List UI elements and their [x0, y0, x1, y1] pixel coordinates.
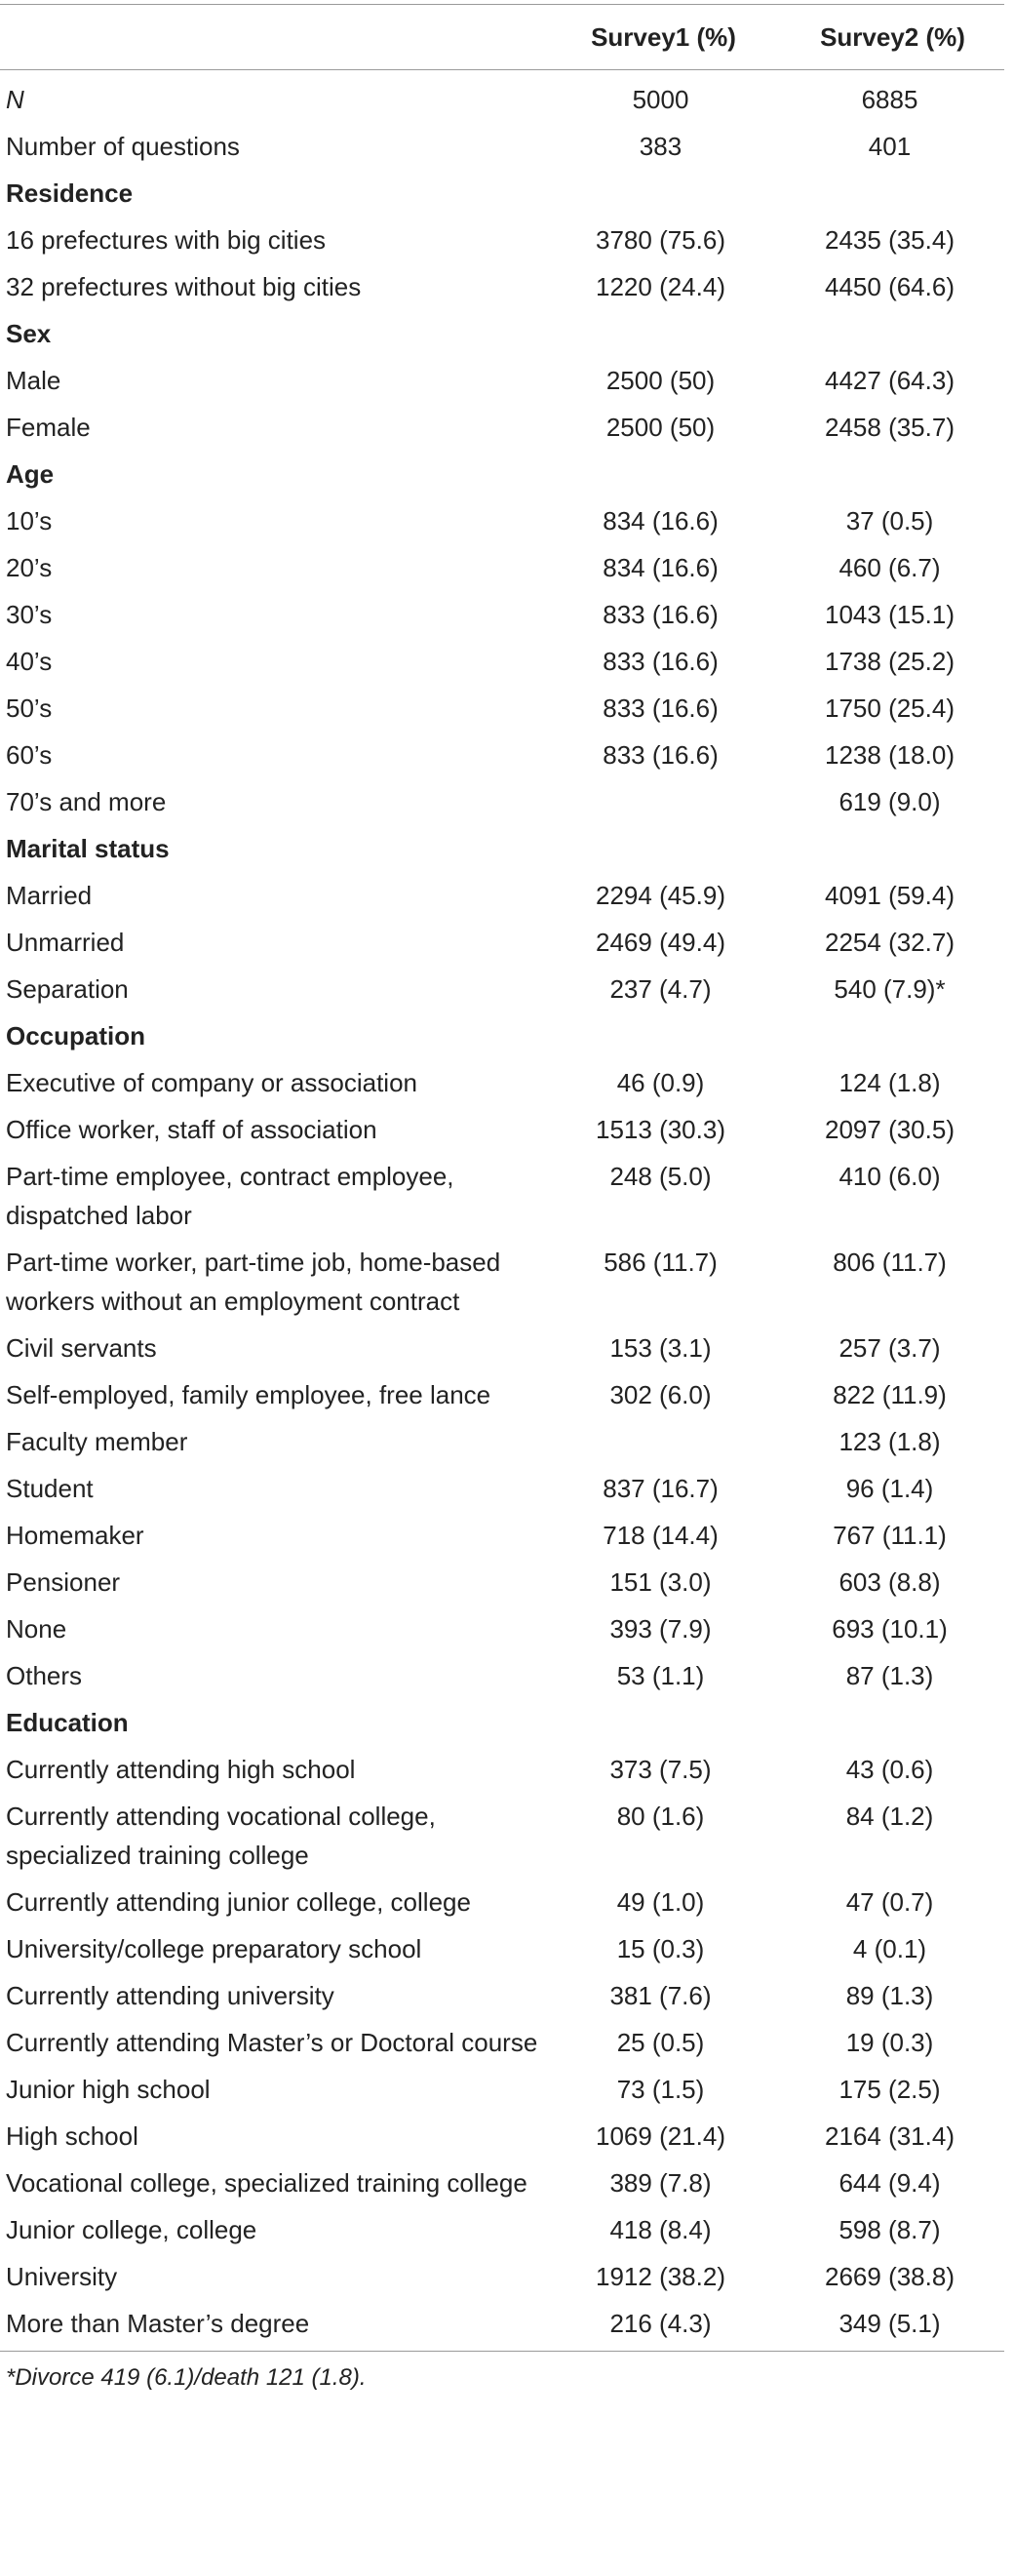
cell-survey1: 837 (16.7)	[603, 1474, 719, 1503]
table-row	[0, 591, 1004, 638]
row-label: Currently attending university	[6, 1981, 334, 2010]
row-label: University/college preparatory school	[6, 1934, 422, 1963]
header-label	[0, 5, 546, 70]
cell-survey2: 6885	[861, 85, 918, 114]
row-label: 60’s	[6, 740, 53, 770]
row-label: 32 prefectures without big cities	[6, 272, 362, 301]
cell-survey2: 598 (8.7)	[838, 2215, 941, 2244]
table-row	[0, 2160, 1004, 2206]
cell-survey1: 718 (14.4)	[603, 1521, 719, 1550]
cell-survey1: 381 (7.6)	[609, 1981, 712, 2010]
section-title: Residence	[6, 178, 134, 208]
cell-survey1: 2469 (49.4)	[596, 928, 725, 957]
cell-survey1: 2500 (50)	[605, 366, 716, 395]
table-row	[0, 1239, 1004, 1325]
cell-survey1: 1912 (38.2)	[596, 2262, 725, 2291]
row-label: 16 prefectures with big cities	[6, 225, 327, 255]
cell-survey1: 833 (16.6)	[603, 600, 719, 629]
table-row	[0, 2206, 1004, 2253]
section-row	[0, 170, 1004, 217]
cell-survey2: 410 (6.0)	[838, 1162, 941, 1191]
row-label: Currently attending vocational college, specialized training college	[6, 1802, 436, 1870]
cell-survey2: 693 (10.1)	[832, 1614, 948, 1644]
row-label: Faculty member	[6, 1427, 188, 1456]
cell-survey1: 2500 (50)	[605, 413, 716, 442]
row-label: 20’s	[6, 553, 53, 582]
cell-survey1: 302 (6.0)	[609, 1380, 712, 1409]
cell-survey2: 89 (1.3)	[845, 1981, 934, 2010]
row-label: 70’s and more	[6, 787, 167, 816]
row-label: Currently attending Master’s or Doctoral course	[6, 2028, 538, 2057]
cell-survey2: 4091 (59.4)	[825, 881, 955, 910]
row-label: N	[6, 85, 24, 114]
table-row	[0, 919, 1004, 966]
cell-survey1: 418 (8.4)	[609, 2215, 712, 2244]
table-row	[0, 1512, 1004, 1559]
table-row	[0, 404, 1004, 451]
row-label: Currently attending junior college, college	[6, 1887, 471, 1917]
table-row	[0, 1793, 1004, 1879]
table-row	[0, 497, 1004, 544]
row-label: Separation	[6, 974, 129, 1004]
cell-survey1: 1513 (30.3)	[596, 1115, 725, 1144]
table-row	[0, 2019, 1004, 2066]
cell-survey2: 603 (8.8)	[838, 1567, 941, 1597]
cell-survey2: 37 (0.5)	[845, 506, 934, 535]
table-row	[0, 1371, 1004, 1418]
cell-survey2: 87 (1.3)	[845, 1661, 934, 1690]
row-label: 40’s	[6, 647, 53, 676]
cell-survey2: 767 (11.1)	[833, 1521, 947, 1550]
cell-survey1: 373 (7.5)	[609, 1755, 712, 1784]
row-label: Married	[6, 881, 93, 910]
cell-survey1	[546, 1418, 775, 1465]
table-row	[0, 1972, 1004, 2019]
cell-survey2: 1043 (15.1)	[825, 600, 955, 629]
cell-survey2: 540 (7.9)*	[834, 974, 946, 1004]
cell-survey1: 5000	[632, 85, 689, 114]
cell-survey2: 2164 (31.4)	[825, 2121, 955, 2151]
cell-survey2: 1738 (25.2)	[825, 647, 955, 676]
table-row	[0, 1465, 1004, 1512]
table-row	[0, 1879, 1004, 1925]
cell-survey2: 96 (1.4)	[845, 1474, 934, 1503]
row-label: None	[6, 1614, 67, 1644]
cell-survey1: 383	[639, 132, 682, 161]
row-label: Female	[6, 413, 91, 442]
cell-survey2: 124 (1.8)	[838, 1068, 941, 1097]
cell-survey1: 15 (0.3)	[616, 1934, 705, 1963]
cell-survey1: 25 (0.5)	[616, 2028, 705, 2057]
cell-survey1: 153 (3.1)	[609, 1333, 712, 1363]
row-label: Currently attending high school	[6, 1755, 356, 1784]
section-title: Occupation	[6, 1021, 146, 1050]
row-label: More than Master’s degree	[0, 2300, 546, 2352]
section-title: Age	[6, 459, 55, 489]
cell-survey2: 19 (0.3)	[845, 2028, 934, 2057]
row-label: Civil servants	[6, 1333, 157, 1363]
table-row	[0, 263, 1004, 310]
cell-survey2: 401	[868, 132, 912, 161]
section-row	[0, 451, 1004, 497]
table-row	[0, 544, 1004, 591]
cell-survey1: 834 (16.6)	[603, 553, 719, 582]
cell-survey2: 1750 (25.4)	[825, 694, 955, 723]
section-row	[0, 1012, 1004, 1059]
table-row	[0, 123, 1004, 170]
table-row	[0, 778, 1004, 825]
cell-survey2: 257 (3.7)	[838, 1333, 941, 1363]
row-label: Part-time employee, contract employee, dispatched labor	[6, 1162, 454, 1230]
table-row	[0, 1746, 1004, 1793]
row-label: Self-employed, family employee, free lance	[6, 1380, 491, 1409]
cell-survey2: 4427 (64.3)	[825, 366, 955, 395]
cell-survey2: 2458 (35.7)	[825, 413, 955, 442]
cell-survey1: 1069 (21.4)	[596, 2121, 725, 2151]
section-title: Marital status	[6, 834, 170, 863]
cell-survey2: 47 (0.7)	[845, 1887, 934, 1917]
cell-survey2: 349 (5.1)	[775, 2300, 1004, 2352]
row-label: Part-time worker, part-time job, home-based workers without an employment contract	[6, 1248, 501, 1316]
footnote: *Divorce 419 (6.1)/death 121 (1.8).	[6, 2364, 367, 2391]
row-label: University	[6, 2262, 118, 2291]
cell-survey1: 80 (1.6)	[616, 1802, 705, 1831]
section-row	[0, 825, 1004, 872]
table-row	[0, 966, 1004, 1012]
cell-survey1: 389 (7.8)	[609, 2168, 712, 2198]
row-label: Student	[6, 1474, 94, 1503]
row-label: 30’s	[6, 600, 53, 629]
table-row	[0, 1652, 1004, 1699]
table-row	[0, 1925, 1004, 1972]
cell-survey1: 833 (16.6)	[603, 740, 719, 770]
table-row	[0, 685, 1004, 732]
section-title: Sex	[6, 319, 52, 348]
cell-survey2: 123 (1.8)	[838, 1427, 941, 1456]
table-row	[0, 1605, 1004, 1652]
table-row	[0, 2253, 1004, 2300]
row-label: Junior college, college	[6, 2215, 257, 2244]
table-row	[0, 1559, 1004, 1605]
cell-survey2: 175 (2.5)	[838, 2075, 941, 2104]
table-row	[0, 357, 1004, 404]
cell-survey2: 619 (9.0)	[838, 787, 941, 816]
header-survey1: Survey1 (%)	[546, 5, 775, 70]
header-survey2: Survey2 (%)	[775, 5, 1004, 70]
cell-survey1: 393 (7.9)	[609, 1614, 712, 1644]
cell-survey2: 2435 (35.4)	[825, 225, 955, 255]
demographics-table	[0, 4, 1004, 2352]
cell-survey2: 2669 (38.8)	[825, 2262, 955, 2291]
table-row	[0, 2066, 1004, 2113]
section-row	[0, 310, 1004, 357]
table-row	[0, 2300, 1004, 2352]
table-row	[0, 638, 1004, 685]
cell-survey1: 248 (5.0)	[609, 1162, 712, 1191]
table-body	[0, 70, 1004, 2352]
table-row	[0, 732, 1004, 778]
cell-survey2: 460 (6.7)	[838, 553, 941, 582]
cell-survey2: 84 (1.2)	[845, 1802, 934, 1831]
cell-survey1: 834 (16.6)	[603, 506, 719, 535]
cell-survey1: 73 (1.5)	[616, 2075, 705, 2104]
cell-survey1: 833 (16.6)	[603, 694, 719, 723]
table-row	[0, 1059, 1004, 1106]
table-row	[0, 1153, 1004, 1239]
cell-survey2: 2097 (30.5)	[825, 1115, 955, 1144]
table-row	[0, 1418, 1004, 1465]
cell-survey2: 644 (9.4)	[838, 2168, 941, 2198]
row-label: Executive of company or association	[6, 1068, 417, 1097]
row-label: Junior high school	[6, 2075, 211, 2104]
row-label: Homemaker	[6, 1521, 144, 1550]
table-row	[0, 70, 1004, 124]
cell-survey1: 3780 (75.6)	[596, 225, 725, 255]
row-label: Others	[6, 1661, 83, 1690]
cell-survey1: 2294 (45.9)	[596, 881, 725, 910]
cell-survey2: 43 (0.6)	[845, 1755, 934, 1784]
cell-survey2: 4 (0.1)	[852, 1934, 927, 1963]
table-row	[0, 872, 1004, 919]
cell-survey1: 586 (11.7)	[604, 1248, 718, 1277]
cell-survey1: 53 (1.1)	[616, 1661, 705, 1690]
cell-survey1: 151 (3.0)	[609, 1567, 712, 1597]
cell-survey2: 4450 (64.6)	[825, 272, 955, 301]
cell-survey1	[546, 778, 775, 825]
table-row	[0, 217, 1004, 263]
cell-survey1: 833 (16.6)	[603, 647, 719, 676]
row-label: 10’s	[6, 506, 53, 535]
section-title: Education	[6, 1708, 129, 1737]
table-row	[0, 2113, 1004, 2160]
row-label: 50’s	[6, 694, 53, 723]
row-label: Unmarried	[6, 928, 125, 957]
cell-survey2: 806 (11.7)	[833, 1248, 947, 1277]
cell-survey2: 2254 (32.7)	[825, 928, 955, 957]
section-row	[0, 1699, 1004, 1746]
row-label: Male	[6, 366, 61, 395]
row-label: Number of questions	[6, 132, 240, 161]
row-label: Office worker, staff of association	[6, 1115, 377, 1144]
cell-survey1: 237 (4.7)	[609, 974, 712, 1004]
cell-survey1: 46 (0.9)	[616, 1068, 705, 1097]
table-header-row	[0, 5, 1004, 70]
cell-survey1: 216 (4.3)	[546, 2300, 775, 2352]
cell-survey2: 1238 (18.0)	[825, 740, 955, 770]
row-label: High school	[6, 2121, 138, 2151]
cell-survey2: 822 (11.9)	[833, 1380, 947, 1409]
table-row	[0, 1106, 1004, 1153]
cell-survey1: 1220 (24.4)	[596, 272, 725, 301]
row-label: Vocational college, specialized training college	[6, 2168, 527, 2198]
row-label: Pensioner	[6, 1567, 121, 1597]
table-row	[0, 1325, 1004, 1371]
cell-survey1: 49 (1.0)	[616, 1887, 705, 1917]
